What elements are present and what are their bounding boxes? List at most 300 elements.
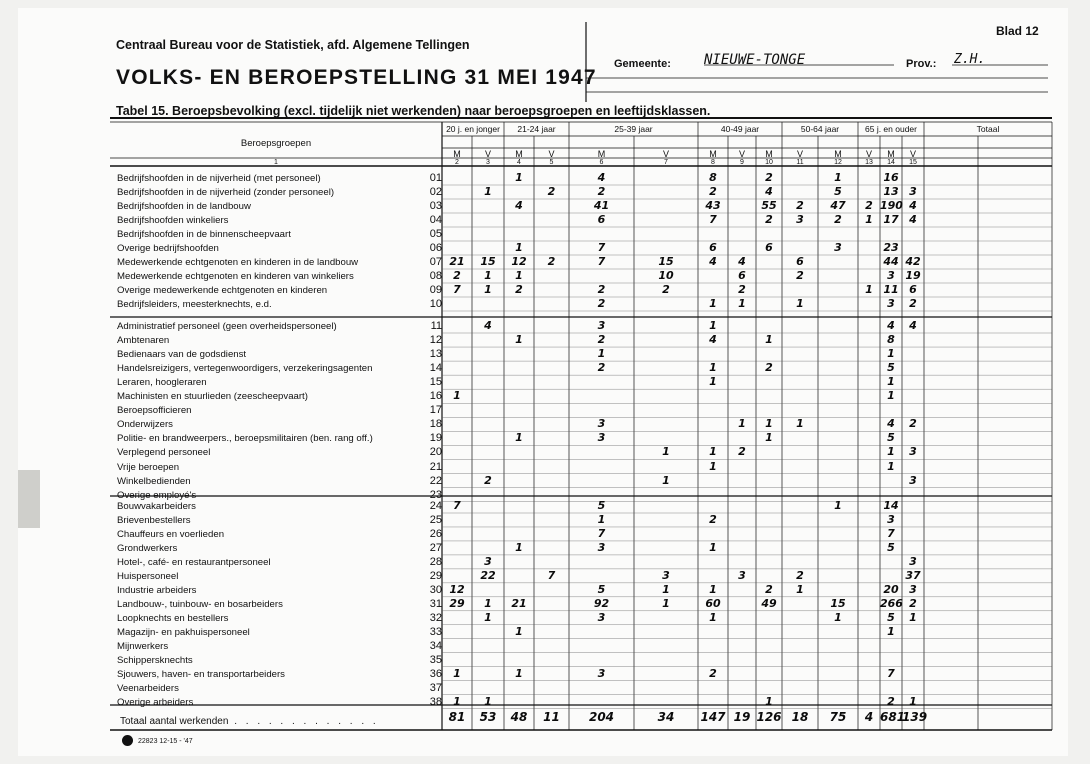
total-cell: 53 [479,710,497,724]
row-number: 27 [429,541,442,554]
census-title: VOLKS- EN BEROEPSTELLING 31 MEI 1947 [116,66,597,89]
count-cell: 1 [865,283,873,296]
total-row-label: Totaal aantal werkenden . . . . . . . . . . . . . [120,716,379,727]
count-cell: 3 [887,512,895,526]
count-cell: 1 [484,269,492,282]
sex-header: M [515,149,523,159]
count-cell: 3 [834,241,842,254]
count-cell: 1 [738,417,746,431]
count-cell: 15 [830,596,846,610]
row-number: 32 [429,611,442,624]
sheet-number: Blad 12 [996,24,1039,38]
count-cell: 1 [515,269,523,282]
sex-header: M [453,149,461,159]
count-cell: 1 [796,417,804,431]
sex-header: M [597,149,606,159]
occupation-label: Leraren, hoogleraren [117,377,207,389]
sex-header: M [765,149,773,159]
count-cell: 1 [765,417,773,431]
count-cell: 7 [597,526,606,540]
count-cell: 19 [905,269,921,282]
row-number: 24 [429,500,442,512]
total-cell: 11 [543,710,560,724]
age-group-header: 21-24 jaar [517,124,556,134]
column-number: 12 [834,159,842,166]
count-cell: 4 [738,255,746,268]
occupation-label: Mijnwerkers [117,640,169,652]
count-cell: 1 [765,694,773,708]
count-cell: 7 [453,499,461,512]
count-cell: 7 [547,568,556,582]
occupation-label: Bedrijfshoofden in de landbouw [117,201,251,212]
row-number: 08 [429,270,442,282]
count-cell: 4 [484,319,492,332]
count-cell: 1 [709,459,717,473]
occupation-label: Ambtenaren [117,335,170,347]
count-cell: 4 [709,255,717,268]
total-cell: 19 [733,710,751,724]
organization: Centraal Bureau voor de Statistiek, afd. Algemene Tellingen [116,38,470,52]
count-cell: 2 [834,213,842,226]
count-cell: 3 [909,445,917,459]
count-cell: 3 [484,554,492,568]
occupation-label: Schippersknechts [117,654,193,666]
occupation-label: Landbouw-, tuinbouw- en bosarbeiders [117,598,283,610]
occupation-label: Medewerkende echtgenoten en kinderen van winkeliers [117,271,354,282]
count-cell: 60 [705,596,721,610]
count-cell: 3 [909,473,917,487]
count-cell: 1 [597,347,606,361]
column-number: 3 [486,159,490,166]
count-cell: 2 [515,283,523,296]
age-group-header: 40-49 jaar [720,124,760,134]
count-cell: 23 [883,241,899,254]
count-cell: 4 [515,199,523,212]
count-cell: 2 [865,199,873,212]
count-cell: 4 [909,199,917,212]
count-cell: 2 [547,185,556,198]
count-cell: 3 [796,213,804,226]
count-cell: 1 [887,624,895,638]
row-number: 34 [429,639,442,652]
column-number: 11 [796,159,804,166]
count-cell: 7 [597,255,606,268]
column-number: 2 [455,159,459,166]
sex-header: V [662,149,669,159]
count-cell: 1 [909,694,917,708]
count-cell: 4 [709,333,717,347]
occupation-label: Bedrijfshoofden in de binnenscheepvaart [117,229,291,240]
row-number: 13 [429,348,442,361]
count-cell: 1 [865,213,873,226]
column-number: 7 [664,159,668,166]
count-cell: 5 [887,540,895,554]
count-cell: 1 [738,297,746,310]
count-cell: 55 [761,199,777,212]
occupation-label: Handelsreizigers, vertegenwoordigers, verzekeringsagenten [117,363,373,375]
count-cell: 20 [883,582,899,596]
count-cell: 2 [765,361,773,375]
row-number: 35 [429,653,442,666]
census-sheet [18,8,1068,756]
count-cell: 2 [796,269,804,282]
column-number: 15 [909,159,917,166]
count-cell: 190 [880,199,903,212]
count-cell: 1 [453,389,461,403]
count-cell: 1 [453,666,461,680]
count-cell: 43 [705,199,721,212]
column-number: 5 [549,159,554,166]
count-cell: 3 [597,540,606,554]
count-cell: 3 [887,297,895,310]
count-cell: 5 [887,361,895,375]
count-cell: 1 [709,610,717,624]
occupation-label: Bedienaars van de godsdienst [117,349,247,361]
count-cell: 2 [765,582,773,596]
count-cell: 8 [887,333,895,347]
count-cell: 12 [511,255,527,268]
count-cell: 1 [597,512,606,526]
row-number: 30 [429,583,442,596]
total-cell: 75 [829,710,847,724]
occupation-column-header: Beroepsgroepen [240,138,312,149]
count-cell: 1 [709,361,717,375]
sex-header: V [865,149,872,159]
count-cell: 2 [484,473,492,487]
total-cell: 18 [791,710,809,724]
total-cell: 147 [700,710,726,724]
column-number: 4 [517,159,521,166]
count-cell: 1 [709,375,717,389]
count-cell: 2 [909,596,917,610]
age-group-header: 20 j. en jonger [446,124,500,134]
count-cell: 3 [909,582,917,596]
count-cell: 2 [909,297,917,310]
count-cell: 7 [709,213,717,226]
sex-header: V [548,149,555,159]
count-cell: 3 [909,554,917,568]
count-cell: 3 [597,417,606,431]
count-cell: 3 [597,431,606,445]
row-number: 01 [429,172,442,184]
count-cell: 4 [765,185,773,198]
count-cell: 1 [515,333,523,347]
occupation-label: Magazijn- en pakhuispersoneel [117,626,250,638]
row-number: 26 [429,527,442,540]
count-cell: 7 [887,526,895,540]
count-cell: 22 [480,568,496,582]
count-cell: 1 [765,431,773,445]
occupation-label: Overige medewerkende echtgenoten en kinderen [117,285,328,296]
age-group-header: 65 j. en ouder [865,124,917,134]
count-cell: 29 [449,596,465,610]
occupation-label: Onderwijzers [117,419,173,431]
sex-header: V [909,149,916,159]
count-cell: 2 [796,568,804,582]
occupation-label: Bedrijfshoofden winkeliers [117,215,229,226]
column-number: 10 [765,159,773,166]
count-cell: 1 [662,445,670,459]
row-number: 12 [429,334,442,347]
count-cell: 1 [484,610,492,624]
row-number: 05 [429,228,442,240]
sex-header: M [887,149,895,159]
age-group-header: 50-64 jaar [800,124,840,134]
total-cell: 126 [756,710,782,724]
row-number: 25 [429,513,442,526]
row-number: 14 [429,362,442,375]
occupation-label: Loopknechts en bestellers [117,612,229,624]
occupation-label: Brievenbestellers [117,514,191,526]
count-cell: 3 [909,185,917,198]
count-cell: 1 [484,283,492,296]
count-cell: 2 [909,417,917,431]
count-cell: 3 [597,666,606,680]
row-number: 06 [429,242,442,254]
occupation-label: Overige bedrijfshoofden [117,243,219,254]
count-cell: 6 [597,213,606,226]
occupation-label: Huispersoneel [117,570,179,582]
count-cell: 4 [597,171,606,184]
occupation-label: Bedrijfshoofden in de nijverheid (met personeel) [117,173,321,184]
column-number: 13 [865,159,873,166]
row-number: 16 [429,390,442,403]
occupation-label: Vrije beroepen [117,461,180,473]
occupation-label: Hotel-, café- en restaurantpersoneel [117,556,271,568]
occupation-label: Veenarbeiders [117,682,179,694]
count-cell: 1 [709,582,717,596]
count-cell: 1 [887,347,895,361]
occupation-label: Politie- en brandweerpers., beroepsmilitairen (ben. rang off.) [117,433,373,445]
count-cell: 5 [597,582,606,596]
total-cell: 139 [902,710,928,724]
column-number: 14 [887,159,895,166]
count-cell: 1 [765,333,773,347]
count-cell: 2 [796,199,804,212]
count-cell: 3 [597,319,606,332]
count-cell: 1 [709,297,717,310]
count-cell: 1 [709,319,717,332]
total-cell: 34 [657,710,675,724]
count-cell: 47 [830,199,846,212]
occupation-label: Bouwvakarbeiders [117,501,196,512]
occupation-label: Bedrijfsleiders, meesterknechts, e.d. [117,299,272,310]
total-cell: 48 [510,710,528,724]
count-cell: 7 [887,666,895,680]
count-cell: 1 [484,185,492,198]
row-number: 03 [429,200,442,212]
count-cell: 6 [765,241,773,254]
count-cell: 1 [515,431,523,445]
count-cell: 1 [834,171,842,184]
row-number: 23 [429,488,442,501]
count-cell: 1 [834,610,842,624]
occupation-label: Verplegend personeel [117,447,211,459]
province-value: Z.H. [954,52,986,67]
occupation-label: Medewerkende echtgenoten en kinderen in de landbouw [117,257,359,268]
count-cell: 4 [887,319,895,332]
row-number: 09 [429,284,442,296]
count-cell: 4 [887,417,895,431]
count-cell: 2 [597,283,606,296]
count-cell: 14 [883,499,899,512]
row-number: 15 [429,376,442,389]
count-cell: 2 [597,297,606,310]
count-cell: 2 [887,694,895,708]
row-number: 17 [429,404,442,417]
count-cell: 3 [662,568,670,582]
row-number: 29 [429,569,442,582]
count-cell: 21 [449,255,465,268]
count-cell: 6 [738,269,746,282]
count-cell: 3 [738,568,746,582]
count-cell: 1 [662,473,670,487]
sex-header: V [738,149,745,159]
printer-logo-icon [122,735,133,746]
count-cell: 2 [662,283,670,296]
count-cell: 42 [905,255,921,268]
count-cell: 1 [453,694,461,708]
count-cell: 12 [449,582,465,596]
count-cell: 2 [709,666,717,680]
count-cell: 44 [883,255,899,268]
sex-header: M [834,149,842,159]
row-number: 22 [429,474,442,487]
count-cell: 4 [909,213,917,226]
count-cell: 1 [515,241,523,254]
count-cell: 1 [834,499,842,512]
occupation-label: Administratief personeel (geen overheidspersoneel) [117,321,337,332]
count-cell: 2 [597,185,606,198]
count-cell: 3 [597,610,606,624]
row-number: 10 [429,298,442,310]
count-cell: 7 [597,241,606,254]
count-cell: 266 [880,596,903,610]
sex-header: V [796,149,803,159]
count-cell: 2 [765,213,773,226]
count-cell: 1 [515,666,523,680]
count-cell: 1 [887,459,895,473]
count-cell: 1 [909,610,917,624]
occupation-label: Bedrijfshoofden in de nijverheid (zonder personeel) [117,187,335,198]
count-cell: 5 [834,185,842,198]
count-cell: 6 [796,255,804,268]
count-cell: 4 [909,319,917,332]
count-cell: 1 [709,540,717,554]
count-cell: 1 [515,540,523,554]
count-cell: 92 [593,596,610,610]
row-number: 07 [429,256,442,268]
print-code: 22823 12-15 - '47 [138,738,193,745]
table-title: Tabel 15. Beroepsbevolking (excl. tijdelijk niet werkenden) naar beroepsgroepen en leeftijdsklassen. [116,104,711,118]
count-cell: 2 [597,333,606,347]
province-label: Prov.: [906,58,937,70]
count-cell: 2 [709,185,717,198]
count-cell: 1 [662,596,670,610]
count-cell: 8 [709,171,717,184]
count-cell: 6 [709,241,717,254]
column-number: 9 [740,159,744,166]
row-number: 28 [429,555,442,568]
count-cell: 7 [453,283,461,296]
count-cell: 2 [738,283,746,296]
count-cell: 2 [453,269,461,282]
count-cell: 11 [883,283,899,296]
row-number: 04 [429,214,442,226]
occupation-label: Winkelbedienden [117,475,191,487]
count-cell: 1 [887,445,895,459]
count-cell: 41 [593,199,610,212]
occupation-label: Machinisten en stuurlieden (zeescheepvaart) [117,391,308,403]
row-number: 36 [429,667,442,680]
age-group-header: Totaal [976,124,1000,134]
count-cell: 1 [484,694,492,708]
row-number: 19 [429,432,442,445]
total-cell: 681 [880,710,906,724]
row-number: 20 [429,446,442,459]
occupation-label: Grondwerkers [117,542,178,554]
row-number: 37 [429,681,442,694]
occupation-label: Overige employé's [117,489,197,501]
count-cell: 1 [484,596,492,610]
column-number: 8 [711,159,715,166]
count-cell: 15 [480,255,496,268]
count-cell: 1 [709,445,717,459]
sex-header: V [484,149,491,159]
count-cell: 1 [515,624,523,638]
row-number: 33 [429,625,442,638]
row-number: 18 [429,418,442,431]
occupation-label: Sjouwers, haven- en transportarbeiders [117,668,285,680]
count-cell: 2 [597,361,606,375]
sex-header: M [709,149,717,159]
count-cell: 37 [905,568,921,582]
count-cell: 2 [547,255,556,268]
count-cell: 2 [709,512,717,526]
row-number: 02 [429,186,442,198]
count-cell: 6 [909,283,917,296]
count-cell: 1 [796,297,804,310]
column-number: 1 [274,159,278,166]
total-cell: 4 [864,710,874,724]
municipality-value: NIEUWE-TONGE [704,52,806,68]
count-cell: 13 [883,185,899,198]
row-number: 21 [429,460,442,473]
count-cell: 5 [597,499,606,512]
count-cell: 15 [658,255,674,268]
count-cell: 2 [738,445,746,459]
count-cell: 16 [883,171,899,184]
count-cell: 5 [887,431,895,445]
count-cell: 21 [511,596,527,610]
occupation-label: Chauffeurs en voerlieden [117,528,225,540]
count-cell: 49 [761,596,777,610]
count-cell: 3 [887,269,895,282]
count-cell: 1 [887,389,895,403]
age-group-header: 25-39 jaar [614,124,653,134]
occupation-label: Industrie arbeiders [117,584,197,596]
total-cell: 204 [588,710,615,724]
column-number: 6 [599,159,604,166]
row-number: 31 [429,597,442,610]
count-cell: 1 [796,582,804,596]
count-cell: 10 [658,269,674,282]
total-cell: 81 [448,710,466,724]
occupation-label: Overige arbeiders [117,696,194,708]
count-cell: 2 [765,171,773,184]
municipality-label: Gemeente: [614,58,671,70]
row-number: 38 [429,695,442,708]
